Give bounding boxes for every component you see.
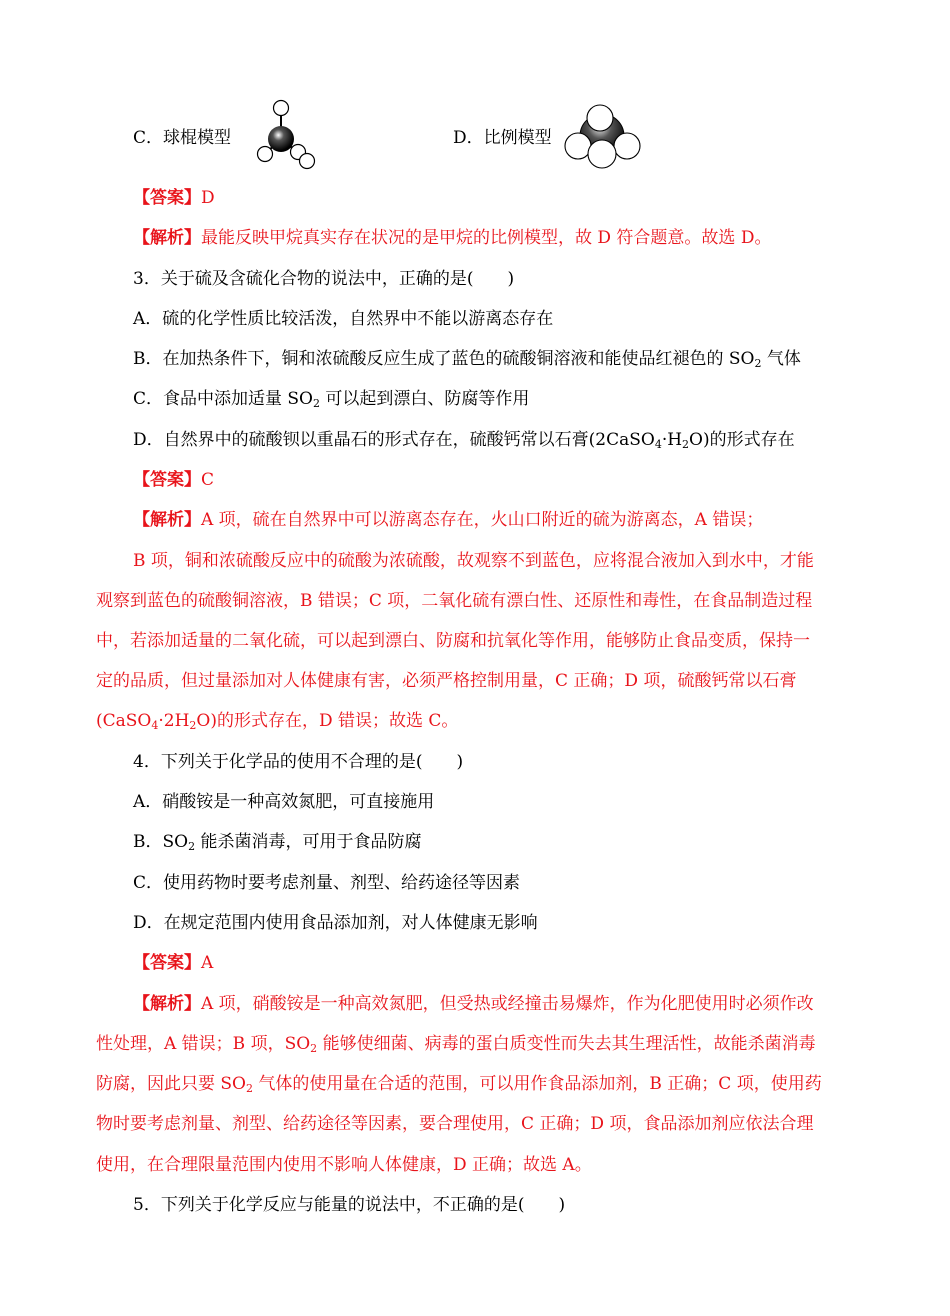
q3-answer: 【答案】C — [133, 470, 215, 490]
q4-analysis-line-4: 物时要考虑剂量、剂型、给药途径等因素，要合理使用，C 正确；D 项，食品添加剂应依法合理 — [96, 1114, 814, 1134]
option-d-label: D．比例模型 — [453, 128, 552, 148]
q5-stem: 5．下列关于化学反应与能量的说法中，不正确的是( ) — [133, 1195, 566, 1215]
answer-tag: 【答案】 — [133, 188, 201, 208]
q4-option-a: A．硝酸铵是一种高效氮肥，可直接施用 — [133, 792, 435, 812]
q4-analysis-line-3: 防腐，因此只要 $SO_2$ 气体的使用量在合适的范围，可以用作食品添加剂，B 正确；C 项，使用药 — [96, 1074, 822, 1095]
ball-and-stick-model-image — [254, 97, 320, 171]
analysis-text: 最能反映甲烷真实存在状况的是甲烷的比例模型，故 D 符合题意。故选 D。 — [201, 228, 772, 248]
analysis-tag: 【解析】 — [133, 228, 201, 248]
q3-analysis-line-3: 观察到蓝色的硫酸铜溶液，B 错误；C 项，二氧化硫有漂白性、还原性和毒性，在食品制造过程 — [96, 591, 813, 611]
q4-analysis-line-2: 性处理，A 错误；B 项，$SO_2$ 能够使细菌、病毒的蛋白质变性而失去其生理活性，故能杀菌消毒 — [96, 1034, 816, 1055]
q4-option-b: B．$SO_2$ 能杀菌消毒，可用于食品防腐 — [133, 832, 422, 853]
q3-analysis-line-6: $(CaSO_4\cdot 2H_2O)$的形式存在，D 错误；故选 C。 — [96, 711, 459, 732]
q3-option-a: A．硫的化学性质比较活泼，自然界中不能以游离态存在 — [133, 309, 554, 329]
q4-analysis-line-1: 【解析】A 项，硝酸铵是一种高效氮肥，但受热或经撞击易爆炸，作为化肥使用时必须作改 — [133, 994, 814, 1014]
q2-answer — [133, 187, 215, 209]
q4-option-c: C．使用药物时要考虑剂量、剂型、给药途径等因素 — [133, 873, 521, 893]
q3-option-d: D．自然界中的硫酸钡以重晶石的形式存在，硫酸钙常以石膏$(2CaSO_4\cdot H_2O)$的形式存在 — [133, 430, 795, 451]
q3-stem: 3．关于硫及含硫化合物的说法中，正确的是( ) — [133, 269, 515, 289]
q3-option-b: B．在加热条件下，铜和浓硫酸反应生成了蓝色的硫酸铜溶液和能使品红褪色的 $SO_2$ 气体 — [133, 349, 801, 370]
answer-value: D — [201, 188, 215, 208]
q3-analysis-line-5: 定的品质，但过量添加对人体健康有害，必须严格控制用量，C 正确；D 项，硫酸钙常以石膏 — [96, 671, 797, 691]
q2-analysis — [133, 227, 771, 249]
q4-answer: 【答案】A — [133, 953, 214, 973]
q4-option-d: D．在规定范围内使用食品添加剂，对人体健康无影响 — [133, 913, 538, 933]
option-c-label: C．球棍模型 — [133, 128, 232, 148]
q3-option-c: C．食品中添加适量 $SO_2$ 可以起到漂白、防腐等作用 — [133, 389, 530, 410]
q4-stem: 4．下列关于化学品的使用不合理的是( ) — [133, 752, 464, 772]
q3-analysis-line-1: 【解析】A 项，硫在自然界中可以游离态存在，火山口附近的硫为游离态，A 错误； — [133, 510, 764, 530]
q3-analysis-line-2: B 项，铜和浓硫酸反应中的硫酸为浓硫酸，故观察不到蓝色，应将混合液加入到水中，才能 — [133, 551, 814, 571]
q4-analysis-line-5: 使用，在合理限量范围内使用不影响人体健康，D 正确；故选 A。 — [96, 1155, 592, 1175]
space-filling-model-image — [564, 104, 644, 170]
q3-analysis-line-4: 中，若添加适量的二氧化硫，可以起到漂白、防腐和抗氧化等作用，能够防止食品变质，保持一 — [96, 631, 810, 651]
